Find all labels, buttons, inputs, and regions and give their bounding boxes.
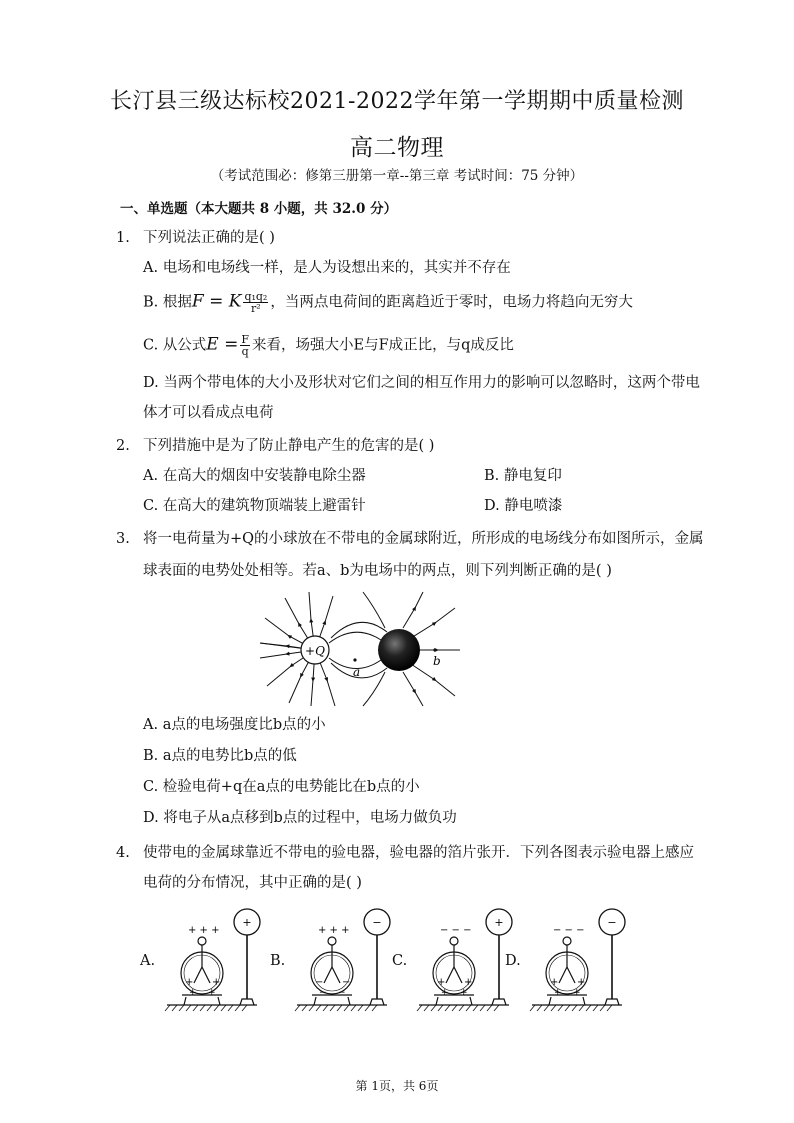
charge-label: +Q <box>305 644 325 658</box>
exam-scope-time: （考试范围必：修第三册第一章--第三章 考试时间：75 分钟） <box>210 168 584 184</box>
svg-text:− − −: − − − <box>553 925 585 936</box>
question-3-number: 3. <box>116 531 130 547</box>
question-1-number: 1. <box>116 230 130 246</box>
svg-text:+ + +: + + + <box>188 925 220 936</box>
question-1-option-d-line2: 体才可以看成点电荷 <box>143 405 274 421</box>
svg-text:+: + <box>437 977 446 988</box>
svg-text:−: − <box>372 916 382 929</box>
option-c-prefix: C. 从公式 <box>143 337 207 354</box>
electroscope-option-label: A. <box>140 953 156 969</box>
question-1-option-a: A. 电场和电场线一样，是人为设想出来的，其实并不存在 <box>143 260 511 276</box>
svg-text:− − −: − − − <box>440 925 472 936</box>
formula-coulomb-lhs: F = K <box>191 291 242 312</box>
electroscope-drawing <box>162 905 272 1013</box>
svg-text:+: + <box>550 977 559 988</box>
svg-text:+: + <box>441 988 449 998</box>
question-3-option-a: A. a点的电场强度比b点的小 <box>143 717 326 733</box>
electroscope-option-label: B. <box>270 953 286 969</box>
point-a-label: a <box>353 665 361 679</box>
question-2-stem: 下列措施中是为了防止静电产生的危害的是( ) <box>143 438 435 454</box>
question-2-option-d: D. 静电喷漆 <box>484 498 563 514</box>
question-3-option-d: D. 将电子从a点移到b点的过程中，电场力做负功 <box>143 810 457 826</box>
question-3-stem-line1: 将一电荷量为+Q的小球放在不带电的金属球附近，所形成的电场线分布如图所示，金属 <box>143 531 704 547</box>
point-b <box>433 648 436 651</box>
page-footer: 第 1页，共 6页 <box>355 1079 439 1093</box>
svg-text:+: + <box>577 977 586 988</box>
fraction-numerator: F <box>241 333 249 346</box>
fraction-numerator: q₁q₂ <box>244 290 268 303</box>
question-1-option-b <box>143 291 633 314</box>
electroscope-drawing <box>292 905 402 1013</box>
question-4-stem-line2: 电荷的分布情况，其中正确的是( ) <box>143 875 362 891</box>
svg-text:−: − <box>315 977 324 988</box>
metal-ball <box>378 629 420 671</box>
svg-text:−: − <box>342 977 351 988</box>
svg-text:+: + <box>554 988 562 998</box>
electroscope-drawing <box>527 905 637 1013</box>
fraction-denominator: r² <box>251 302 261 315</box>
question-4-stem-line1: 使带电的金属球靠近不带电的验电器，验电器的箔片张开．下列各图表示验电器上感应 <box>143 845 694 861</box>
electric-field-figure <box>255 588 465 708</box>
question-2-option-c: C. 在高大的建筑物顶端装上避雷针 <box>143 498 366 514</box>
svg-text:+: + <box>494 916 504 929</box>
formula-coulomb-fraction <box>243 291 268 314</box>
question-1-stem: 下列说法正确的是( ) <box>143 230 275 246</box>
svg-text:−: − <box>319 988 327 998</box>
svg-text:+: + <box>189 988 197 998</box>
svg-text:+: + <box>242 916 252 929</box>
svg-text:+: + <box>208 988 216 998</box>
svg-text:+ + +: + + + <box>318 925 350 936</box>
question-3-option-b: B. a点的电势比b点的低 <box>143 748 297 764</box>
section-heading: 一、单选题（本大题共 8 小题，共 32.0 分） <box>120 201 398 217</box>
svg-text:−: − <box>338 988 346 998</box>
option-b-prefix: B. 根据 <box>143 294 192 311</box>
question-1-option-c <box>143 334 514 357</box>
point-a <box>353 658 356 661</box>
question-1-option-d-line1: D. 当两个带电体的大小及形状对它们之间的相互作用力的影响可以忽略时，这两个带电 <box>143 375 700 391</box>
svg-text:+: + <box>212 977 221 988</box>
svg-text:+: + <box>573 988 581 998</box>
exam-title: 长汀县三级达标校2021-2022学年第一学期期中质量检测 <box>110 89 684 114</box>
option-c-suffix: 来看，场强大小E与F成正比，与q成反比 <box>252 337 514 354</box>
svg-text:+: + <box>464 977 473 988</box>
svg-text:+: + <box>185 977 194 988</box>
option-b-suffix: ，当两点电荷间的距离趋近于零时，电场力将趋向无穷大 <box>270 294 633 311</box>
question-2-option-b: B. 静电复印 <box>484 468 562 484</box>
point-b-label: b <box>433 654 441 668</box>
electroscope-option-label: D. <box>505 953 521 969</box>
exam-subject: 高二物理 <box>350 135 444 161</box>
fraction-denominator: q <box>241 345 249 358</box>
question-3-stem-line2: 球表面的电势处处相等。若a、b为电场中的两点，则下列判断正确的是( ) <box>143 563 612 579</box>
electroscope-option-label: C. <box>392 953 408 969</box>
question-2-number: 2. <box>116 438 130 454</box>
formula-field-lhs: E = <box>206 334 239 355</box>
formula-field-fraction <box>240 334 250 357</box>
svg-text:−: − <box>607 916 617 929</box>
question-3-option-c: C. 检验电荷+q在a点的电势能比在b点的小 <box>143 779 420 795</box>
question-2-option-a: A. 在高大的烟囱中安装静电除尘器 <box>143 468 366 484</box>
svg-text:+: + <box>460 988 468 998</box>
question-4-number: 4. <box>116 845 130 861</box>
